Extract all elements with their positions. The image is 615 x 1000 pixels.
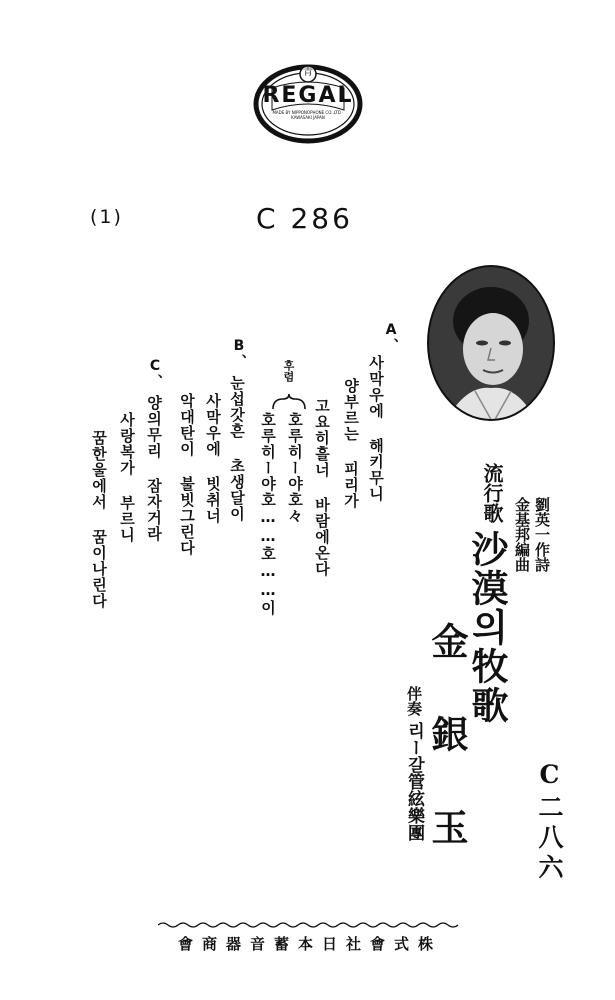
record-number-kanji: C二八六 [535,760,564,884]
accompaniment-label: 伴奏 [405,686,423,716]
catalog-number: C 286 [256,202,353,235]
verse-a-marker: A、 [383,322,399,352]
refrain-brace [271,393,307,413]
singer-name: 金 銀 玉 [425,622,469,851]
footer-rule [158,914,460,922]
accompaniment-value: 리ー갈管絃樂團 [404,722,424,841]
footer-company: 株式會社日本蓄音器商會 [177,935,442,953]
verse-b-marker: B、 [231,338,247,368]
regal-brand: REGAL [262,83,354,108]
verse-c-line-2: 사랑복가 부르니 [118,412,136,543]
verse-c-marker: C、 [147,358,163,388]
verse-a-line-2: 양부르는 피리가 [342,378,360,509]
regal-logo [252,60,364,144]
regal-emblem-char: 青 [303,67,313,78]
verse-b-line-2: 사막우에 빗취너 [204,393,222,524]
lyricist-credit: 劉英一作詩 [533,497,551,572]
verse-b-line-1: 눈섭갓흔 초생달이 [228,375,246,522]
composer-credit: 金基邦編曲 [513,497,531,572]
verse-a-line-1: 사막우에 해키무니 [367,355,385,502]
refrain-line-2: 호루히ー야호……호……이 [259,412,277,616]
singer-portrait [425,263,557,423]
song-title: 沙漠의牧歌 [465,530,509,725]
verse-c-line-1: 양의무리 잠자거라 [145,395,163,542]
verse-a-line-3: 고요히흘너 바람에온다 [313,398,331,577]
verse-b-line-3: 악대탄이 불빗그린다 [178,393,196,556]
genre: 流行歌 [480,463,504,523]
regal-fine-print: MADE BY NIPPONOPHONE CO.,LTD · KAWASAKI JAPAN [272,110,344,120]
verse-c-line-3: 꿈한울에서 꿈이나린다 [90,430,108,609]
refrain-label: 후렴 [282,360,295,382]
refrain-line-1: 호루히ー야호々 [286,412,304,524]
page-number: (1) [90,206,123,228]
